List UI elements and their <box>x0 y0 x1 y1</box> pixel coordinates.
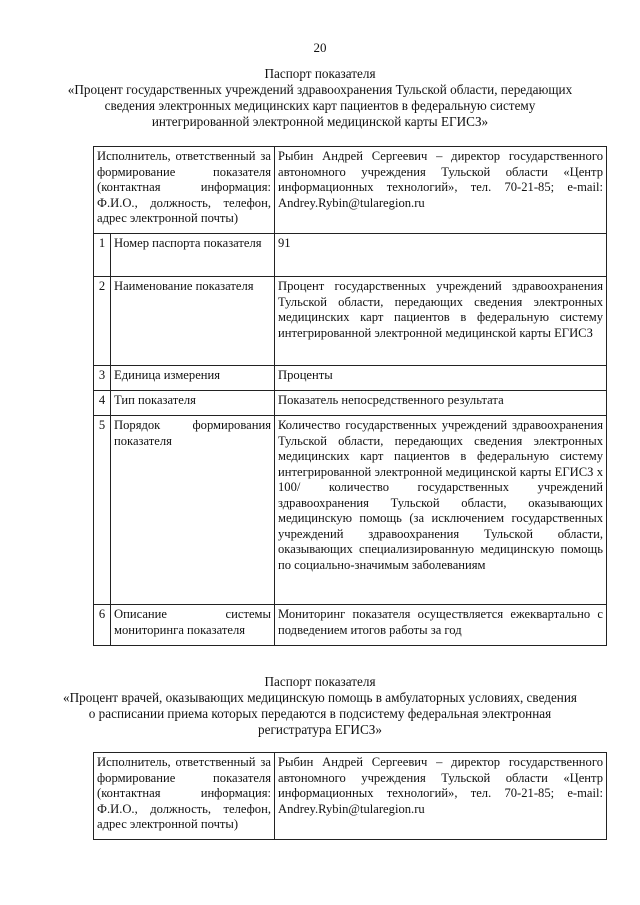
executor-value: Рыбин Андрей Сергеевич – директор государственного автономного учреждения Тульской области «Центр информационных технологий», тел. 70-21-85; e-mail: Andrey.Rybin@tularegion.ru <box>275 147 607 234</box>
row-label: Описание системы мониторинга показателя <box>111 605 275 646</box>
table-row <box>94 416 607 605</box>
passport-1-title <box>60 66 580 130</box>
table-row <box>94 277 607 366</box>
row-value: Процент государственных учреждений здравоохранения Тульской области, передающих сведения электронных медицинских карт пациентов в федеральную систему интегрированной электронной медицинской карты ЕГИСЗ <box>275 277 607 366</box>
row-number: 2 <box>94 277 111 366</box>
row-number: 3 <box>94 366 111 391</box>
row-label: Единица измерения <box>111 366 275 391</box>
passport-1-heading: Паспорт показателя <box>264 66 376 81</box>
row-label: Наименование показателя <box>111 277 275 366</box>
table-row <box>94 147 607 234</box>
table-row <box>94 605 607 646</box>
page-number: 20 <box>313 40 327 55</box>
executor-label: Исполнитель, ответственный за формирование показателя (контактная информация: Ф.И.О., должность, телефон, адрес электронной почты) <box>94 147 275 234</box>
row-label: Номер паспорта показателя <box>111 234 275 277</box>
passport-2-heading: Паспорт показателя <box>264 674 376 689</box>
row-number: 4 <box>94 391 111 416</box>
passport-2-subtitle: «Процент врачей, оказывающих медицинскую помощь в амбулаторных условиях, сведения о расписании приема которых передаются в подсистему федеральная электронная регистратура ЕГИСЗ» <box>63 690 577 737</box>
row-value: 91 <box>275 234 607 277</box>
row-value: Проценты <box>275 366 607 391</box>
table-row <box>94 366 607 391</box>
row-number: 6 <box>94 605 111 646</box>
executor-value: Рыбин Андрей Сергеевич – директор государственного автономного учреждения Тульской области «Центр информационных технологий», тел. 70-21-85; e-mail: Andrey.Rybin@tularegion.ru <box>275 753 607 840</box>
table-row <box>94 391 607 416</box>
executor-label: Исполнитель, ответственный за формирование показателя (контактная информация: Ф.И.О., должность, телефон, адрес электронной почты) <box>94 753 275 840</box>
passport-1-table <box>93 146 607 646</box>
passport-2-table <box>93 752 607 840</box>
row-value: Количество государственных учреждений здравоохранения Тульской области, передающих сведения электронных медицинских карт пациентов в федеральную систему интегрированной электронной медицинской карты ЕГИСЗ x 100/ количество государственных учреждений здравоохранения Тульской области, оказывающих медицинскую помощь (за исключением государственных учреждений здравоохранения Тульской области, оказывающих специализированную медицинскую помощь по социально-значимым заболеваниям <box>275 416 607 605</box>
table-row <box>94 234 607 277</box>
passport-2-title <box>60 674 580 738</box>
passport-1-subtitle: «Процент государственных учреждений здравоохранения Тульской области, передающих сведения электронных медицинских карт пациентов в федеральную систему интегрированной электронной медицинской карты ЕГИСЗ» <box>67 82 573 129</box>
row-value: Показатель непосредственного результата <box>275 391 607 416</box>
row-number: 5 <box>94 416 111 605</box>
row-number: 1 <box>94 234 111 277</box>
row-label: Тип показателя <box>111 391 275 416</box>
row-value: Мониторинг показателя осуществляется ежеквартально с подведением итогов работы за год <box>275 605 607 646</box>
table-row <box>94 753 607 840</box>
row-label: Порядок формирования показателя <box>111 416 275 605</box>
